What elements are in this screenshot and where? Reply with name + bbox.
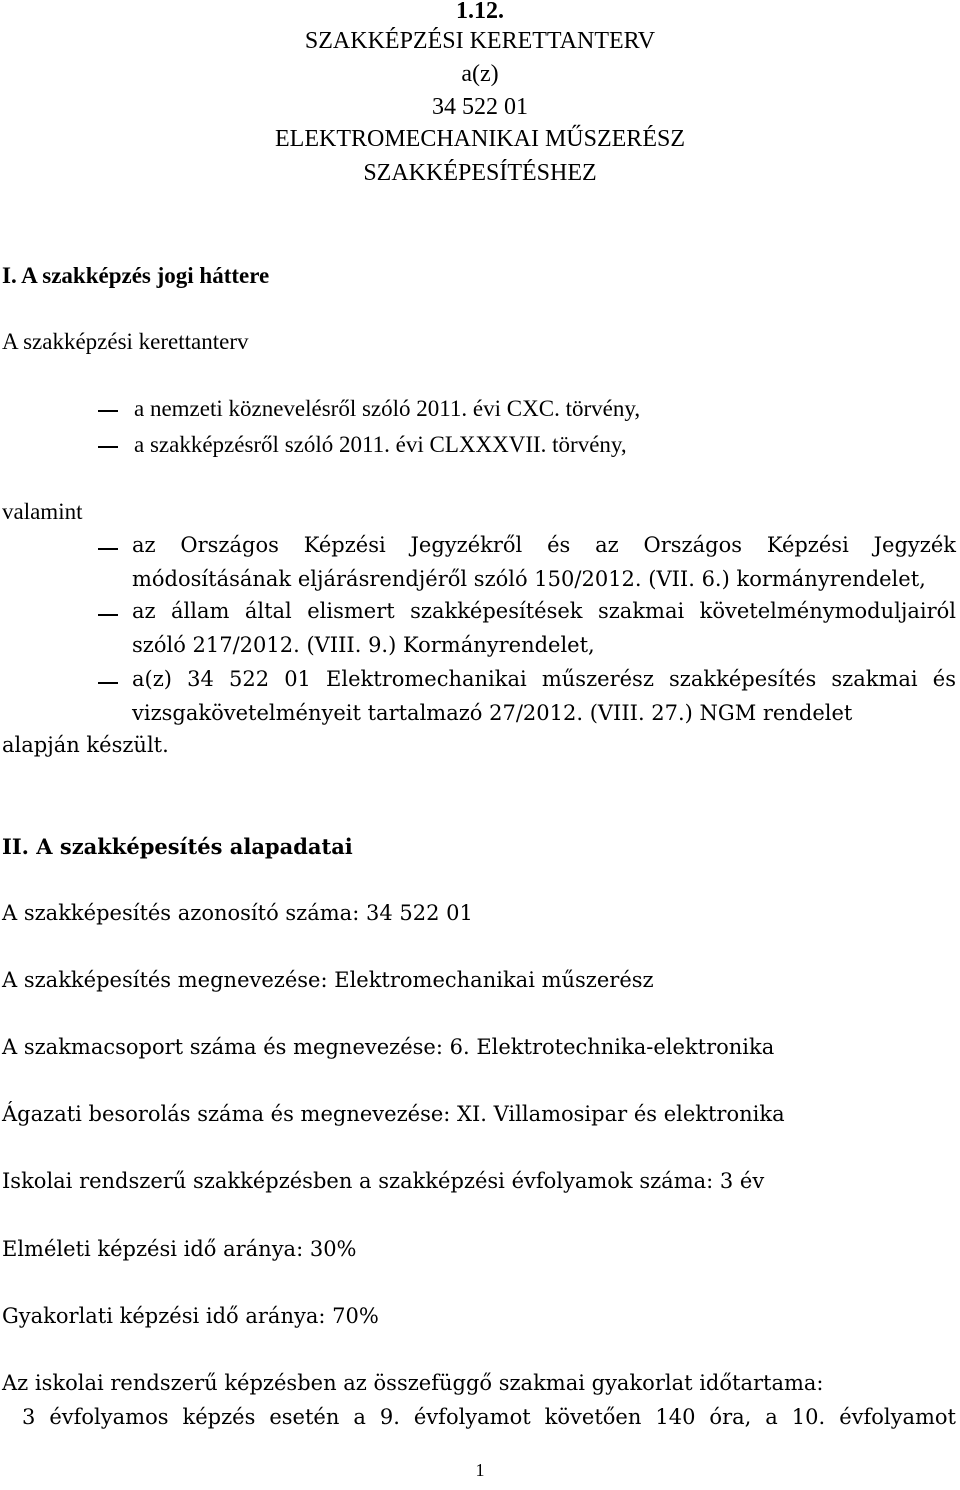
document-number: 1.12. <box>456 0 504 24</box>
document-profession: ELEKTROMECHANIKAI MŰSZERÉSZ <box>275 126 685 152</box>
document-article: a(z) <box>461 61 499 87</box>
section-2-heading: II. A szakképesítés alapadatai <box>2 834 353 859</box>
basic-data-item: A szakmacsoport száma és megnevezése: 6. Elektrotechnika-elektronika <box>2 1035 775 1059</box>
bullet-dash <box>98 614 118 616</box>
basic-data-item: A szakképesítés megnevezése: Elektromechanikai műszerész <box>2 968 654 992</box>
basic-data-item: A szakképesítés azonosító száma: 34 522 01 <box>2 901 473 925</box>
law-item: a nemzeti köznevelésről szóló 2011. évi CXC. törvény, <box>134 396 641 421</box>
law-item: a szakképzésről szóló 2011. évi CLXXXVII. törvény, <box>134 432 627 457</box>
bullet-dash <box>98 682 118 684</box>
regulation-line: az Országos Képzési Jegyzékről és az Országos Képzési Jegyzék <box>132 533 956 557</box>
document-code: 34 522 01 <box>432 94 528 120</box>
basic-data-item: Iskolai rendszerű szakképzésben a szakképzési évfolyamok száma: 3 év <box>2 1169 765 1193</box>
section-1-heading: I. A szakképzés jogi háttere <box>2 263 270 288</box>
document-suffix: SZAKKÉPESÍTÉSHEZ <box>363 160 597 186</box>
practice-duration-line: 3 évfolyamos képzés esetén a 9. évfolyamot követően 140 óra, a 10. évfolyamot <box>22 1405 956 1429</box>
bullet-dash <box>98 446 118 448</box>
section-1-closing: alapján készült. <box>2 733 169 757</box>
basic-data-item: Elméleti képzési idő aránya: 30% <box>2 1237 357 1261</box>
bullet-dash <box>98 410 118 412</box>
document-title: SZAKKÉPZÉSI KERETTANTERV <box>304 28 656 54</box>
section-1-intro: A szakképzési kerettanterv <box>2 329 249 354</box>
regulation-line: vizsgakövetelményeit tartalmazó 27/2012. (VIII. 27.) NGM rendelet <box>132 701 853 725</box>
page-number: 1 <box>475 1460 485 1480</box>
bullet-dash <box>98 548 118 550</box>
basic-data-item: Ágazati besorolás száma és megnevezése: XI. Villamosipar és elektronika <box>2 1102 785 1126</box>
regulation-line: az állam által elismert szakképesítések szakmai követelménymoduljairól <box>132 599 956 623</box>
regulation-line: szóló 217/2012. (VIII. 9.) Kormányrendelet, <box>132 633 595 657</box>
regulation-line: a(z) 34 522 01 Elektromechanikai műszerész szakképesítés szakmai és <box>132 667 956 691</box>
basic-data-item: Az iskolai rendszerű képzésben az összefüggő szakmai gyakorlat időtartama: <box>2 1371 824 1395</box>
regulation-line: módosításának eljárásrendjéről szóló 150/2012. (VII. 6.) kormányrendelet, <box>132 567 926 591</box>
basic-data-item: Gyakorlati képzési idő aránya: 70% <box>2 1304 379 1328</box>
valamint-text: valamint <box>2 499 83 524</box>
